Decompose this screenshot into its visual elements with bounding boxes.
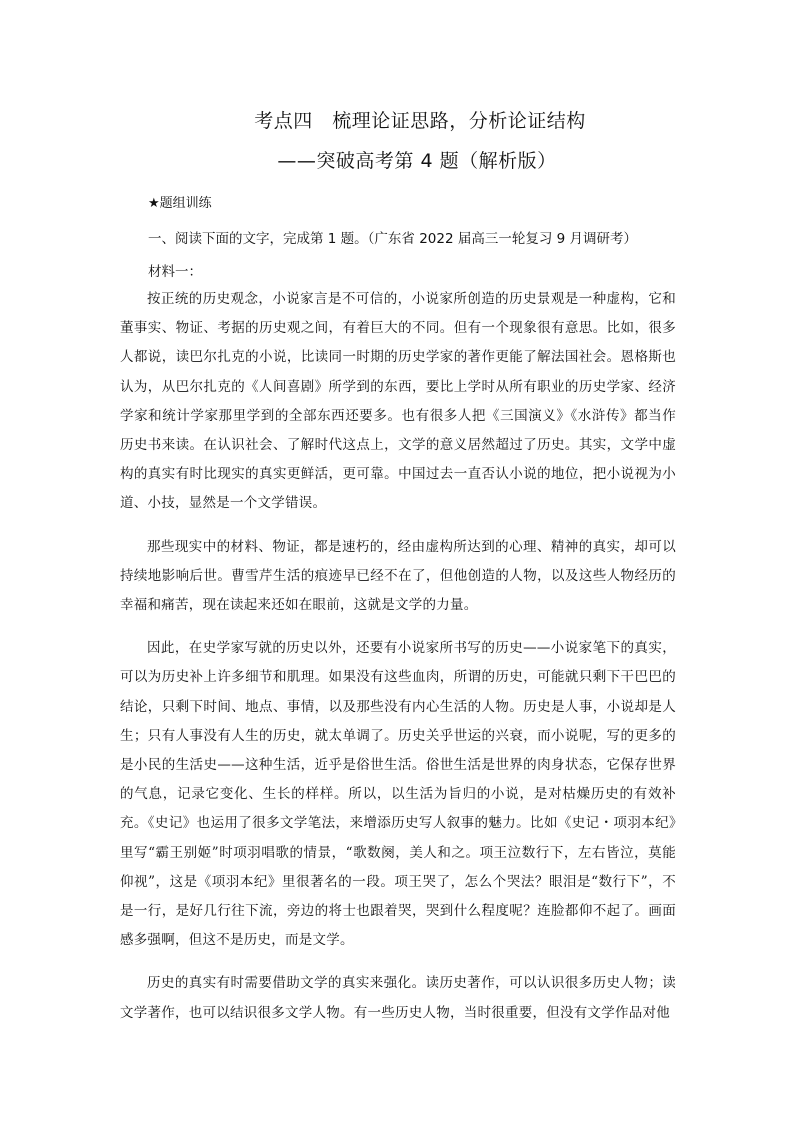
paragraph: 因此，在史学家写就的历史以外，还要有小说家所书写的历史——小说家笔下的真实，可以为历史补上许多细节和肌理。如果没有这些血肉，所谓的历史，可能就只剩下干巴巴的结论，只剩下时间、地点、事情，以及那些没有内心生活的人物。历史是人事，小说却是人生；只有人事没有人生的历史，就太单调了。历史关乎世运的兴衰，而小说呢，写的更多的是小民的生活史——这种生活，近乎是俗世生活。俗世生活是世界的肉身状态，它保存世界的气息，记录它变化、生长的样样。所以，以生活为旨归的小说，是对枯燥历史的有效补充。《史记》也运用了很多文学笔法，来增添历史写人叙事的魅力。比如《史记・项羽本纪》里写“霸王别姬”时项羽唱歌的情景，“歌数阕，美人和之。项王泣数行下，左右皆泣，莫能仰视”，这是《项羽本纪》里很著名的一段。项王哭了，怎么个哭法？眼泪是“数行下”，不是一行，是好几行往下流，旁边的将士也跟着哭，哭到什么程度呢？连脸都仰不起了。画面感多强啊，但这不是历史，而是文学。 bbox=[120, 640, 676, 949]
section-label: ★题组训练 bbox=[148, 196, 212, 211]
article-body bbox=[120, 285, 676, 1042]
material-label: 材料一： bbox=[148, 264, 202, 280]
paragraph: 那些现实中的材料、物证，都是速朽的，经由虚构所达到的心理、精神的真实，却可以持续地影响后世。曹雪芹生活的痕迹早已经不在了，但他创造的人物，以及这些人物经历的幸福和痛苦，现在读起来还如在眼前，这就是文学的力量。 bbox=[120, 538, 676, 614]
question-intro: 一、阅读下面的文字，完成第 1 题。（广东省 2022 届高三一轮复习 9 月调研考） bbox=[148, 231, 638, 247]
document-title: 考点四 梳理论证思路，分析论证结构 bbox=[254, 110, 586, 132]
document-subtitle: ——突破高考第 4 题（解析版） bbox=[277, 150, 557, 172]
paragraph: 历史的真实有时需要借助文学的真实来强化。读历史著作，可以认识很多历史人物；读文学著作，也可以结识很多文学人物。有一些历史人物，当时很重要，但没有文学作品对他 bbox=[120, 975, 676, 1021]
paragraph: 按正统的历史观念，小说家言是不可信的，小说家所创造的历史景观是一种虚构，它和董事实、物证、考据的历史观之间，有着巨大的不同。但有一个现象很有意思。比如，很多人都说，读巴尔扎克的小说，比读同一时期的历史学家的著作更能了解法国社会。恩格斯也认为，从巴尔扎克的《人间喜剧》所学到的东西，要比上学时从所有职业的历史学家、经济学家和统计学家那里学到的全部东西还要多。也有很多人把《三国演义》《水浒传》都当作历史书来读。在认识社会、了解时代这点上，文学的意义居然超过了历史。其实，文学中虚构的真实有时比现实的真实更鲜活，更可靠。中国过去一直否认小说的地位，把小说视为小道、小技，显然是一个文学错误。 bbox=[120, 291, 676, 512]
